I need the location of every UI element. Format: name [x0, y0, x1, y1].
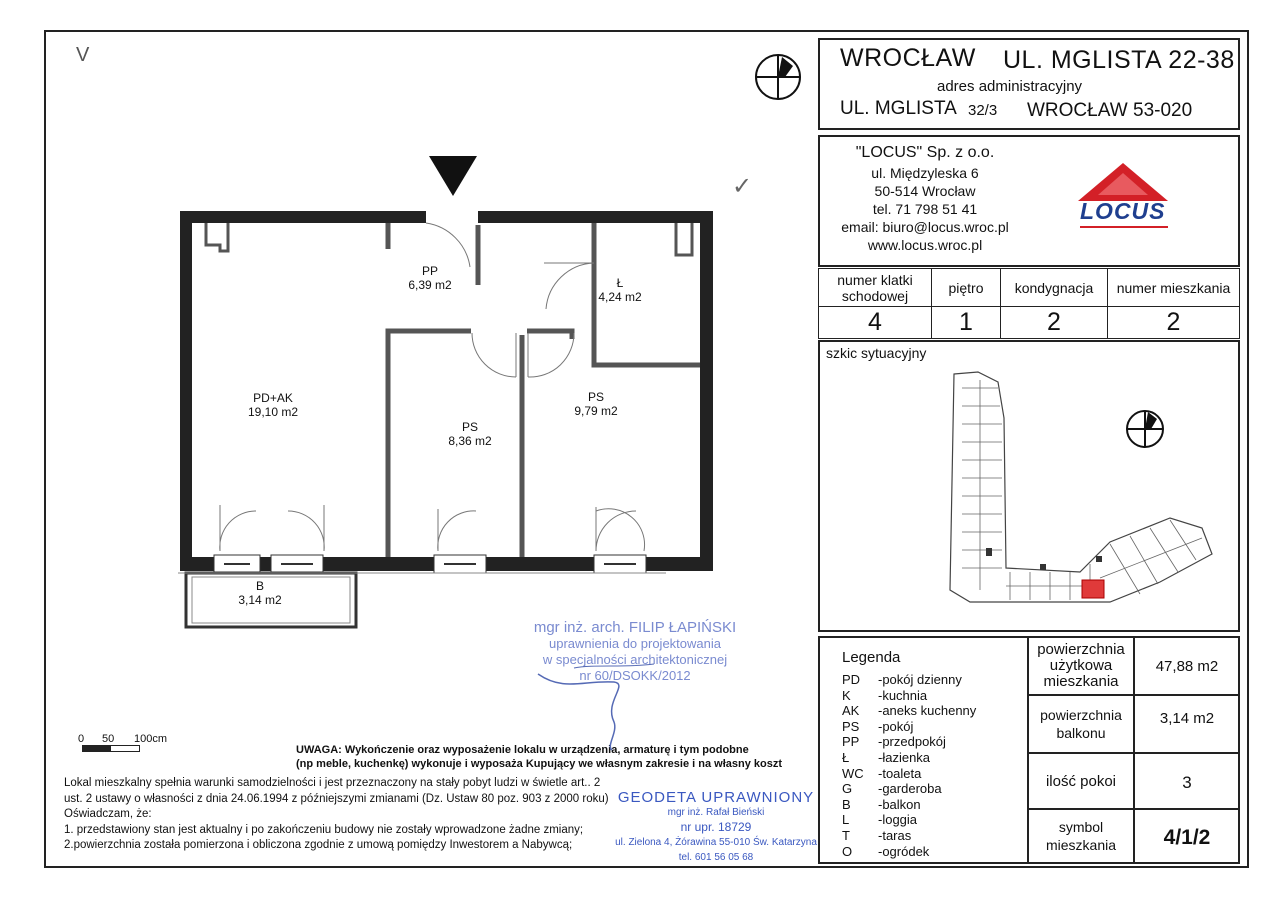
legend-desc: -loggia: [878, 812, 918, 828]
apartment-symbol-value: 4/1/2: [1163, 826, 1211, 849]
legend-desc: -aneks kuchenny: [878, 703, 977, 719]
header-apartment-number: numer mieszkania: [1108, 269, 1240, 307]
architect-stamp-line-4: nr 60/DSOKK/2012: [579, 668, 691, 683]
legend-item: [842, 797, 1022, 813]
admin-zip: 53-020: [1133, 100, 1193, 121]
legend-code: AK: [842, 703, 860, 719]
site-plan-label: szkic sytuacyjny: [826, 345, 927, 361]
site-plan-building: [940, 368, 1220, 618]
stats-row-line-2: [1027, 752, 1240, 754]
check-mark: V: [76, 44, 90, 66]
company-web: www.locus.wroc.pl: [867, 237, 983, 253]
architect-stamp-line-3: w specjalności architektonicznej: [542, 652, 728, 667]
stats-row-line-3: [1027, 808, 1240, 810]
legend-item: [842, 812, 1022, 828]
north-arrow-icon: [753, 52, 803, 102]
legend-item: [842, 672, 1022, 688]
admin-address-label: adres administracyjny: [937, 78, 1083, 95]
legend-code: B: [842, 796, 851, 812]
legend-item: [842, 734, 1022, 750]
scale-label-50: 50: [102, 733, 115, 745]
scale-label-0: 0: [78, 733, 85, 745]
legend-desc: -balkon: [878, 796, 921, 812]
surveyor-stamp-line-4: ul. Zielona 4, Żórawina 55-010 Św. Katarzyna: [615, 837, 817, 848]
legend-item: [842, 750, 1022, 766]
value-storey: 2: [1001, 307, 1108, 339]
stats-row-line-1: [1027, 694, 1240, 696]
admin-city: WROCŁAW: [1027, 100, 1128, 121]
legend-code: G: [842, 781, 853, 797]
room-label-pp: PP 6,39 m2: [408, 264, 452, 292]
admin-number: 32/3: [968, 102, 998, 119]
entrance-arrow-icon: [429, 156, 479, 196]
legend-desc: -pokój dzienny: [878, 672, 962, 687]
company-info: [830, 144, 1020, 254]
room-label-room1: PS 8,36 m2: [448, 420, 492, 448]
legend-item: [842, 766, 1022, 782]
legend-item: [842, 781, 1022, 797]
legend-code: O: [842, 843, 853, 859]
usable-area-label: powierzchnia użytkowa mieszkania: [1037, 641, 1125, 690]
company-phone: tel. 71 798 51 41: [872, 201, 978, 217]
legend-item: [842, 719, 1022, 735]
surveyor-stamp-line-5: tel. 601 56 05 68: [678, 852, 754, 863]
statement-line-3: Oświadczam, że:: [64, 808, 152, 820]
room-label-room2: PS 9,79 m2: [574, 390, 618, 418]
surveyor-stamp-line-1: GEODETA UPRAWNIONY: [617, 789, 815, 806]
balcony-area-value: 3,14 m2: [1159, 710, 1215, 727]
legend-item: [842, 844, 1022, 860]
legend-desc: -taras: [878, 827, 912, 843]
legend-desc: -przedpokój: [878, 734, 946, 750]
company-city: 50-514 Wrocław: [874, 183, 976, 199]
stats-value-divider: [1133, 636, 1135, 864]
legend-code: L: [842, 812, 850, 828]
legend-desc: -ogródek: [878, 843, 930, 859]
signature-mark: [534, 662, 674, 752]
legend-code: PP: [842, 734, 860, 750]
apartment-info-table: [818, 268, 1240, 339]
value-stairwell: 4: [819, 307, 932, 339]
notice-line-2: (np meble, kuchenkę) wykonuje i wyposaża Kupujący we własnym zakresie i na własny koszt: [296, 758, 783, 770]
city-title: WROCŁAW: [840, 44, 976, 72]
legend-desc: -łazienka: [878, 749, 931, 765]
legend-desc: -pokój: [878, 718, 914, 734]
legend-item: [842, 828, 1022, 844]
legend-code: Ł: [842, 749, 850, 765]
legend-code: WC: [842, 765, 864, 781]
legend-stats-divider: [1027, 636, 1029, 864]
company-email: email: biuro@locus.wroc.pl: [841, 219, 1009, 235]
statement-text: [64, 776, 624, 854]
legend-code: PS: [842, 718, 860, 734]
street-title: UL. MGLISTA 22-38: [1003, 46, 1235, 74]
legend-title: Legenda: [842, 649, 901, 666]
statement-line-5: 2.powierzchnia została pomierzona i obliczona zgodnie z umową pomiędzy Inwestorem a Nabywcą;: [64, 839, 573, 851]
statement-line-1: Lokal mieszkalny spełnia warunki samodzielności i jest przeznaczony na stały pobyt ludzi w świetle art.. 2: [64, 777, 601, 789]
company-street: ul. Międzyleska 6: [871, 165, 979, 181]
usable-area-value: 47,88 m2: [1155, 658, 1219, 675]
check-mark-right: ✓: [732, 173, 753, 200]
value-floor: 1: [932, 307, 1001, 339]
legend-list: [842, 672, 1022, 859]
room-label-balcony: B 3,14 m2: [238, 579, 282, 607]
statement-line-4: 1. przedstawiony stan jest aktualny i po zakończeniu budowy nie zostały wprowadzone żadne zmiany;: [64, 823, 584, 836]
legend-desc: -garderoba: [878, 781, 942, 797]
logo-underline: [1080, 226, 1168, 228]
surveyor-stamp-line-2: mgr inż. Rafał Bieński: [667, 807, 765, 818]
locus-logo-text: LOCUS: [1080, 198, 1166, 224]
notice-line-1: UWAGA: Wykończenie oraz wyposażenie lokalu w urządzenia, armaturę i tym podobne: [296, 744, 749, 756]
admin-street: UL. MGLISTA: [840, 98, 957, 119]
scale-bar: [82, 745, 140, 752]
statement-line-2: ust. 2 ustawy o własności z dnia 24.06.1994 z późniejszymi zmianami (Dz. Ustaw 80 poz. 903 z 2000 roku): [64, 792, 609, 805]
legend-code: T: [842, 827, 850, 843]
surveyor-stamp-line-3: nr upr. 18729: [680, 820, 752, 834]
header-stairwell: numer klatki schodowej: [819, 269, 932, 307]
rooms-count-label: ilość pokoi: [1045, 773, 1117, 790]
room-label-living: PD+AK 19,10 m2: [247, 391, 299, 419]
room-label-bath: Ł 4,24 m2: [598, 276, 642, 304]
balcony-area-label: powierzchnia balkonu: [1040, 707, 1122, 741]
legend-item: [842, 703, 1022, 719]
value-apartment-number: 2: [1108, 307, 1240, 339]
apartment-symbol-label: symbol mieszkania: [1045, 819, 1117, 853]
architect-stamp-line-1: mgr inż. arch. FILIP ŁAPIŃSKI: [533, 619, 737, 636]
header-floor: piętro: [932, 269, 1001, 307]
legend-code: K: [842, 687, 851, 703]
architect-stamp-line-2: uprawnienia do projektowania: [548, 636, 721, 651]
surveyor-stamp: [596, 790, 836, 865]
locus-logo-icon: [1078, 163, 1168, 203]
scale-label-100: 100cm: [134, 733, 168, 745]
legend-code: PD: [842, 672, 861, 687]
company-name: "LOCUS" Sp. z o.o.: [855, 144, 995, 161]
header-storey: kondygnacja: [1001, 269, 1108, 307]
legend-desc: -toaleta: [878, 765, 922, 781]
rooms-count-value: 3: [1182, 773, 1192, 792]
legend-desc: -kuchnia: [878, 687, 928, 703]
legend-item: [842, 688, 1022, 704]
